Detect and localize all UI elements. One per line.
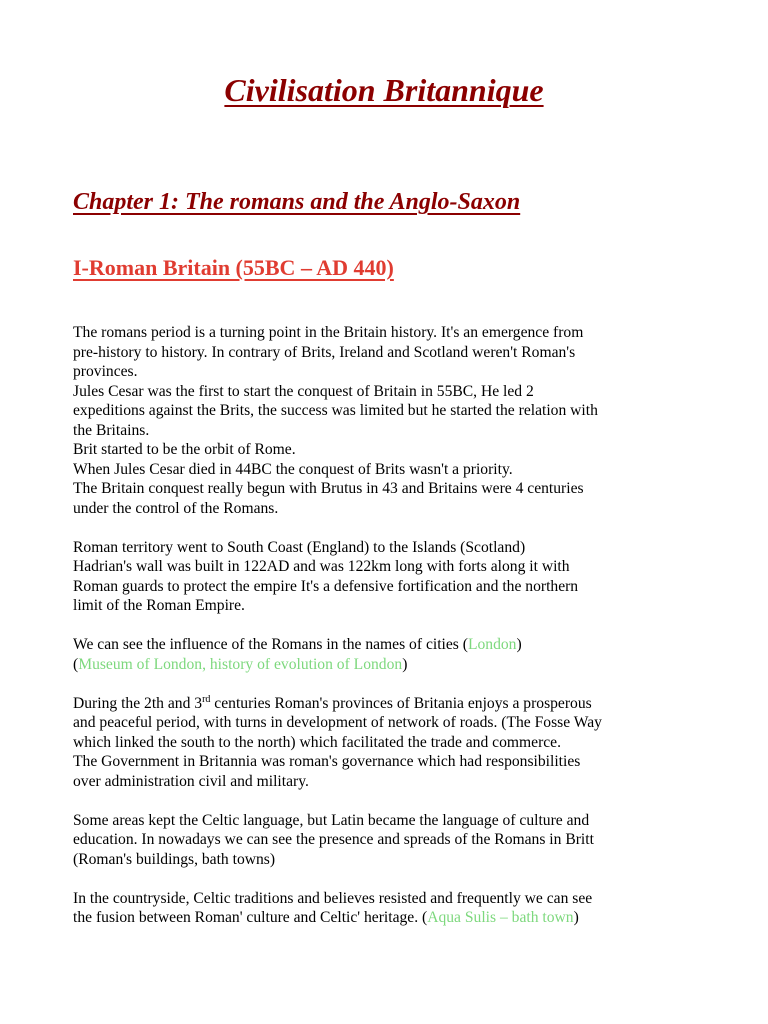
- text-line: pre-history to history. In contrary of Brits, Ireland and Scotland weren't Roman's: [73, 343, 576, 361]
- text-line: Brit started to be the orbit of Rome.: [73, 441, 296, 458]
- text-line: and peaceful period, with turns in development of network of roads. (The Fosse Way: [73, 714, 602, 731]
- text-segment: We can see the influence of the Romans in the names of cities (: [73, 636, 468, 653]
- text-segment: During the 2th and 3: [73, 694, 203, 712]
- paragraph-languages: [73, 811, 713, 870]
- text-line: [73, 635, 713, 655]
- text-line: which linked the south to the north) which facilitated the trade and commerce.: [73, 733, 562, 751]
- text-segment: (: [73, 655, 79, 673]
- text-line: Hadrian's wall was built in 122AD and was 122km long with forts along it with: [73, 558, 570, 575]
- section-heading: I-Roman Britain (55BC – AD 440): [73, 255, 394, 280]
- paragraph-roman-period: [73, 323, 713, 518]
- text-line: When Jules Cesar died in 44BC the conquest of Brits wasn't a priority.: [73, 460, 513, 478]
- document-title: Civilisation Britannique: [224, 72, 544, 108]
- text-line: provinces.: [73, 363, 138, 380]
- text-line: Roman territory went to South Coast (England) to the Islands (Scotland): [73, 538, 526, 556]
- text-line: [73, 908, 713, 928]
- text-line: Jules Cesar was the first to start the conquest of Britain in 55BC, He led 2: [73, 382, 534, 400]
- text-line: [73, 694, 713, 714]
- paragraph-roman-influence: [73, 635, 713, 674]
- text-segment: the fusion between Roman' culture and Celtic' heritage. (: [73, 909, 428, 926]
- text-line: (Roman's buildings, bath towns): [73, 850, 276, 868]
- text-segment: ): [516, 636, 522, 653]
- paragraph-roman-territory: [73, 538, 713, 616]
- text-line: Roman guards to protect the empire It's a defensive fortification and the northern: [73, 577, 579, 595]
- text-line: the Britains.: [73, 421, 150, 439]
- text-line: limit of the Roman Empire.: [73, 597, 245, 614]
- museum-of-london-link[interactable]: Museum of London, history of evolution of London: [78, 655, 403, 673]
- text-line: education. In nowadays we can see the presence and spreads of the Romans in Britt: [73, 831, 594, 848]
- london-link[interactable]: London: [467, 636, 517, 653]
- chapter-heading: Chapter 1: The romans and the Anglo-Saxon: [73, 189, 521, 215]
- paragraph-countryside: [73, 889, 713, 928]
- text-line: The Government in Britannia was roman's governance which had responsibilities: [73, 753, 581, 770]
- aqua-sulis-link[interactable]: Aqua Sulis – bath town: [427, 909, 574, 926]
- text-line: expeditions against the Brits, the success was limited but he started the relation with: [73, 402, 598, 419]
- text-segment: centuries Roman's provinces of Britania enjoys a prosperous: [210, 694, 592, 712]
- text-line: over administration civil and military.: [73, 772, 309, 790]
- text-line: under the control of the Romans.: [73, 499, 279, 517]
- text-line: [73, 655, 713, 675]
- text-line: The Britain conquest really begun with Brutus in 43 and Britains were 4 centuries: [73, 480, 584, 497]
- text-segment: ): [402, 655, 408, 673]
- superscript: rd: [202, 693, 211, 705]
- text-line: The romans period is a turning point in the Britain history. It's an emergence from: [73, 324, 584, 341]
- text-line: Some areas kept the Celtic language, but Latin became the language of culture and: [73, 811, 590, 829]
- paragraph-prosperous-period: [73, 694, 713, 792]
- body-text: [73, 323, 713, 928]
- text-line: In the countryside, Celtic traditions and believes resisted and frequently we can see: [73, 889, 593, 907]
- text-segment: ): [573, 909, 579, 926]
